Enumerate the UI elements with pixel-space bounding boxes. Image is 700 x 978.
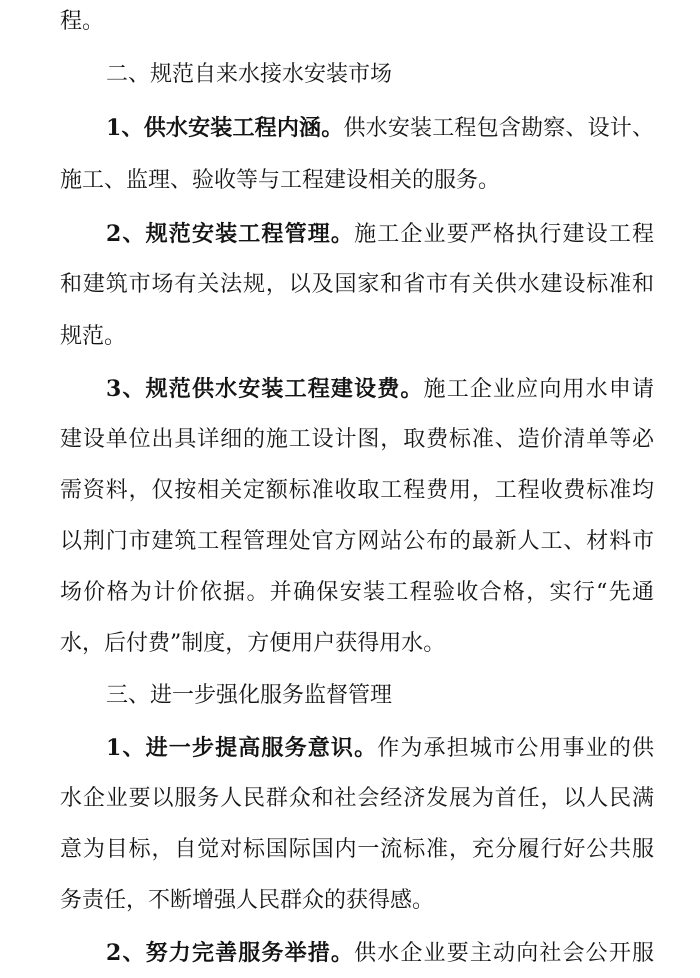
paragraph-continuation xyxy=(0,2,700,42)
bold-lead: 2、努力完善服务举措。 xyxy=(106,940,355,966)
paragraph-3-line-6 xyxy=(0,624,700,664)
paragraph-1-line-2 xyxy=(0,161,700,201)
paragraph-5-line-1 xyxy=(106,933,654,973)
paragraph-4-line-3 xyxy=(60,830,654,870)
bold-lead: 2、规范安装工程管理。 xyxy=(106,221,355,247)
bold-lead: 1、进一步提高服务意识。 xyxy=(106,735,378,761)
paragraph-1-line-1 xyxy=(106,108,654,148)
paragraph-4-line-1 xyxy=(106,728,654,768)
text-run: 供水安装工程包含勘察、设计、 xyxy=(343,116,654,141)
paragraph-3-line-3 xyxy=(60,471,654,511)
bold-lead: 3、规范供水安装工程建设费。 xyxy=(106,376,424,402)
paragraph-4-line-4 xyxy=(0,881,700,921)
paragraph-3-line-2 xyxy=(60,420,654,460)
text-line: 意为目标，自觉对标国际国内一流标准，充分履行好公共服 xyxy=(60,837,654,862)
text-line: 务责任，不断增强人民群众的获得感。 xyxy=(60,888,435,913)
text-run: 作为承担城市公用事业的供 xyxy=(377,736,654,761)
paragraph-2-line-2 xyxy=(60,265,654,305)
paragraph-3-line-4 xyxy=(60,522,654,562)
paragraph-3-line-5 xyxy=(60,573,654,613)
text-line: 场价格为计价依据。并确保安装工程验收合格，实行“先通 xyxy=(60,580,654,605)
paragraph-2-line-3 xyxy=(0,317,700,357)
text-run: 供水企业要主动向社会公开服 xyxy=(354,941,654,966)
text-line: 程。 xyxy=(60,9,105,34)
text-line: 规范。 xyxy=(60,324,127,349)
text-run: 施工企业要严格执行建设工程 xyxy=(354,222,654,247)
text-run: 施工企业应向用水申请 xyxy=(423,377,654,402)
text-line: 和建筑市场有关法规，以及国家和省市有关供水建设标准和 xyxy=(60,272,654,297)
text-line: 需资料，仅按相关定额标准收取工程费用，工程收费标准均 xyxy=(60,478,654,503)
bold-lead: 1、供水安装工程内涵。 xyxy=(106,115,344,141)
text-line: 水，后付费”制度，方便用户获得用水。 xyxy=(60,631,446,656)
text-line: 施工、监理、验收等与工程建设相关的服务。 xyxy=(60,168,501,193)
section-heading-3 xyxy=(0,676,700,716)
heading-text: 三、进一步强化服务监督管理 xyxy=(106,683,393,708)
section-heading-2 xyxy=(0,55,700,95)
paragraph-3-line-1 xyxy=(106,369,654,409)
text-line: 以荆门市建筑工程管理处官方网站公布的最新人工、材料市 xyxy=(60,529,654,554)
text-line: 建设单位出具详细的施工设计图，取费标准、造价清单等必 xyxy=(60,427,654,452)
heading-text: 二、规范自来水接水安装市场 xyxy=(106,62,393,87)
paragraph-4-line-2 xyxy=(60,779,654,819)
text-line: 水企业要以服务人民群众和社会经济发展为首任，以人民满 xyxy=(60,786,654,811)
paragraph-2-line-1 xyxy=(106,214,654,254)
